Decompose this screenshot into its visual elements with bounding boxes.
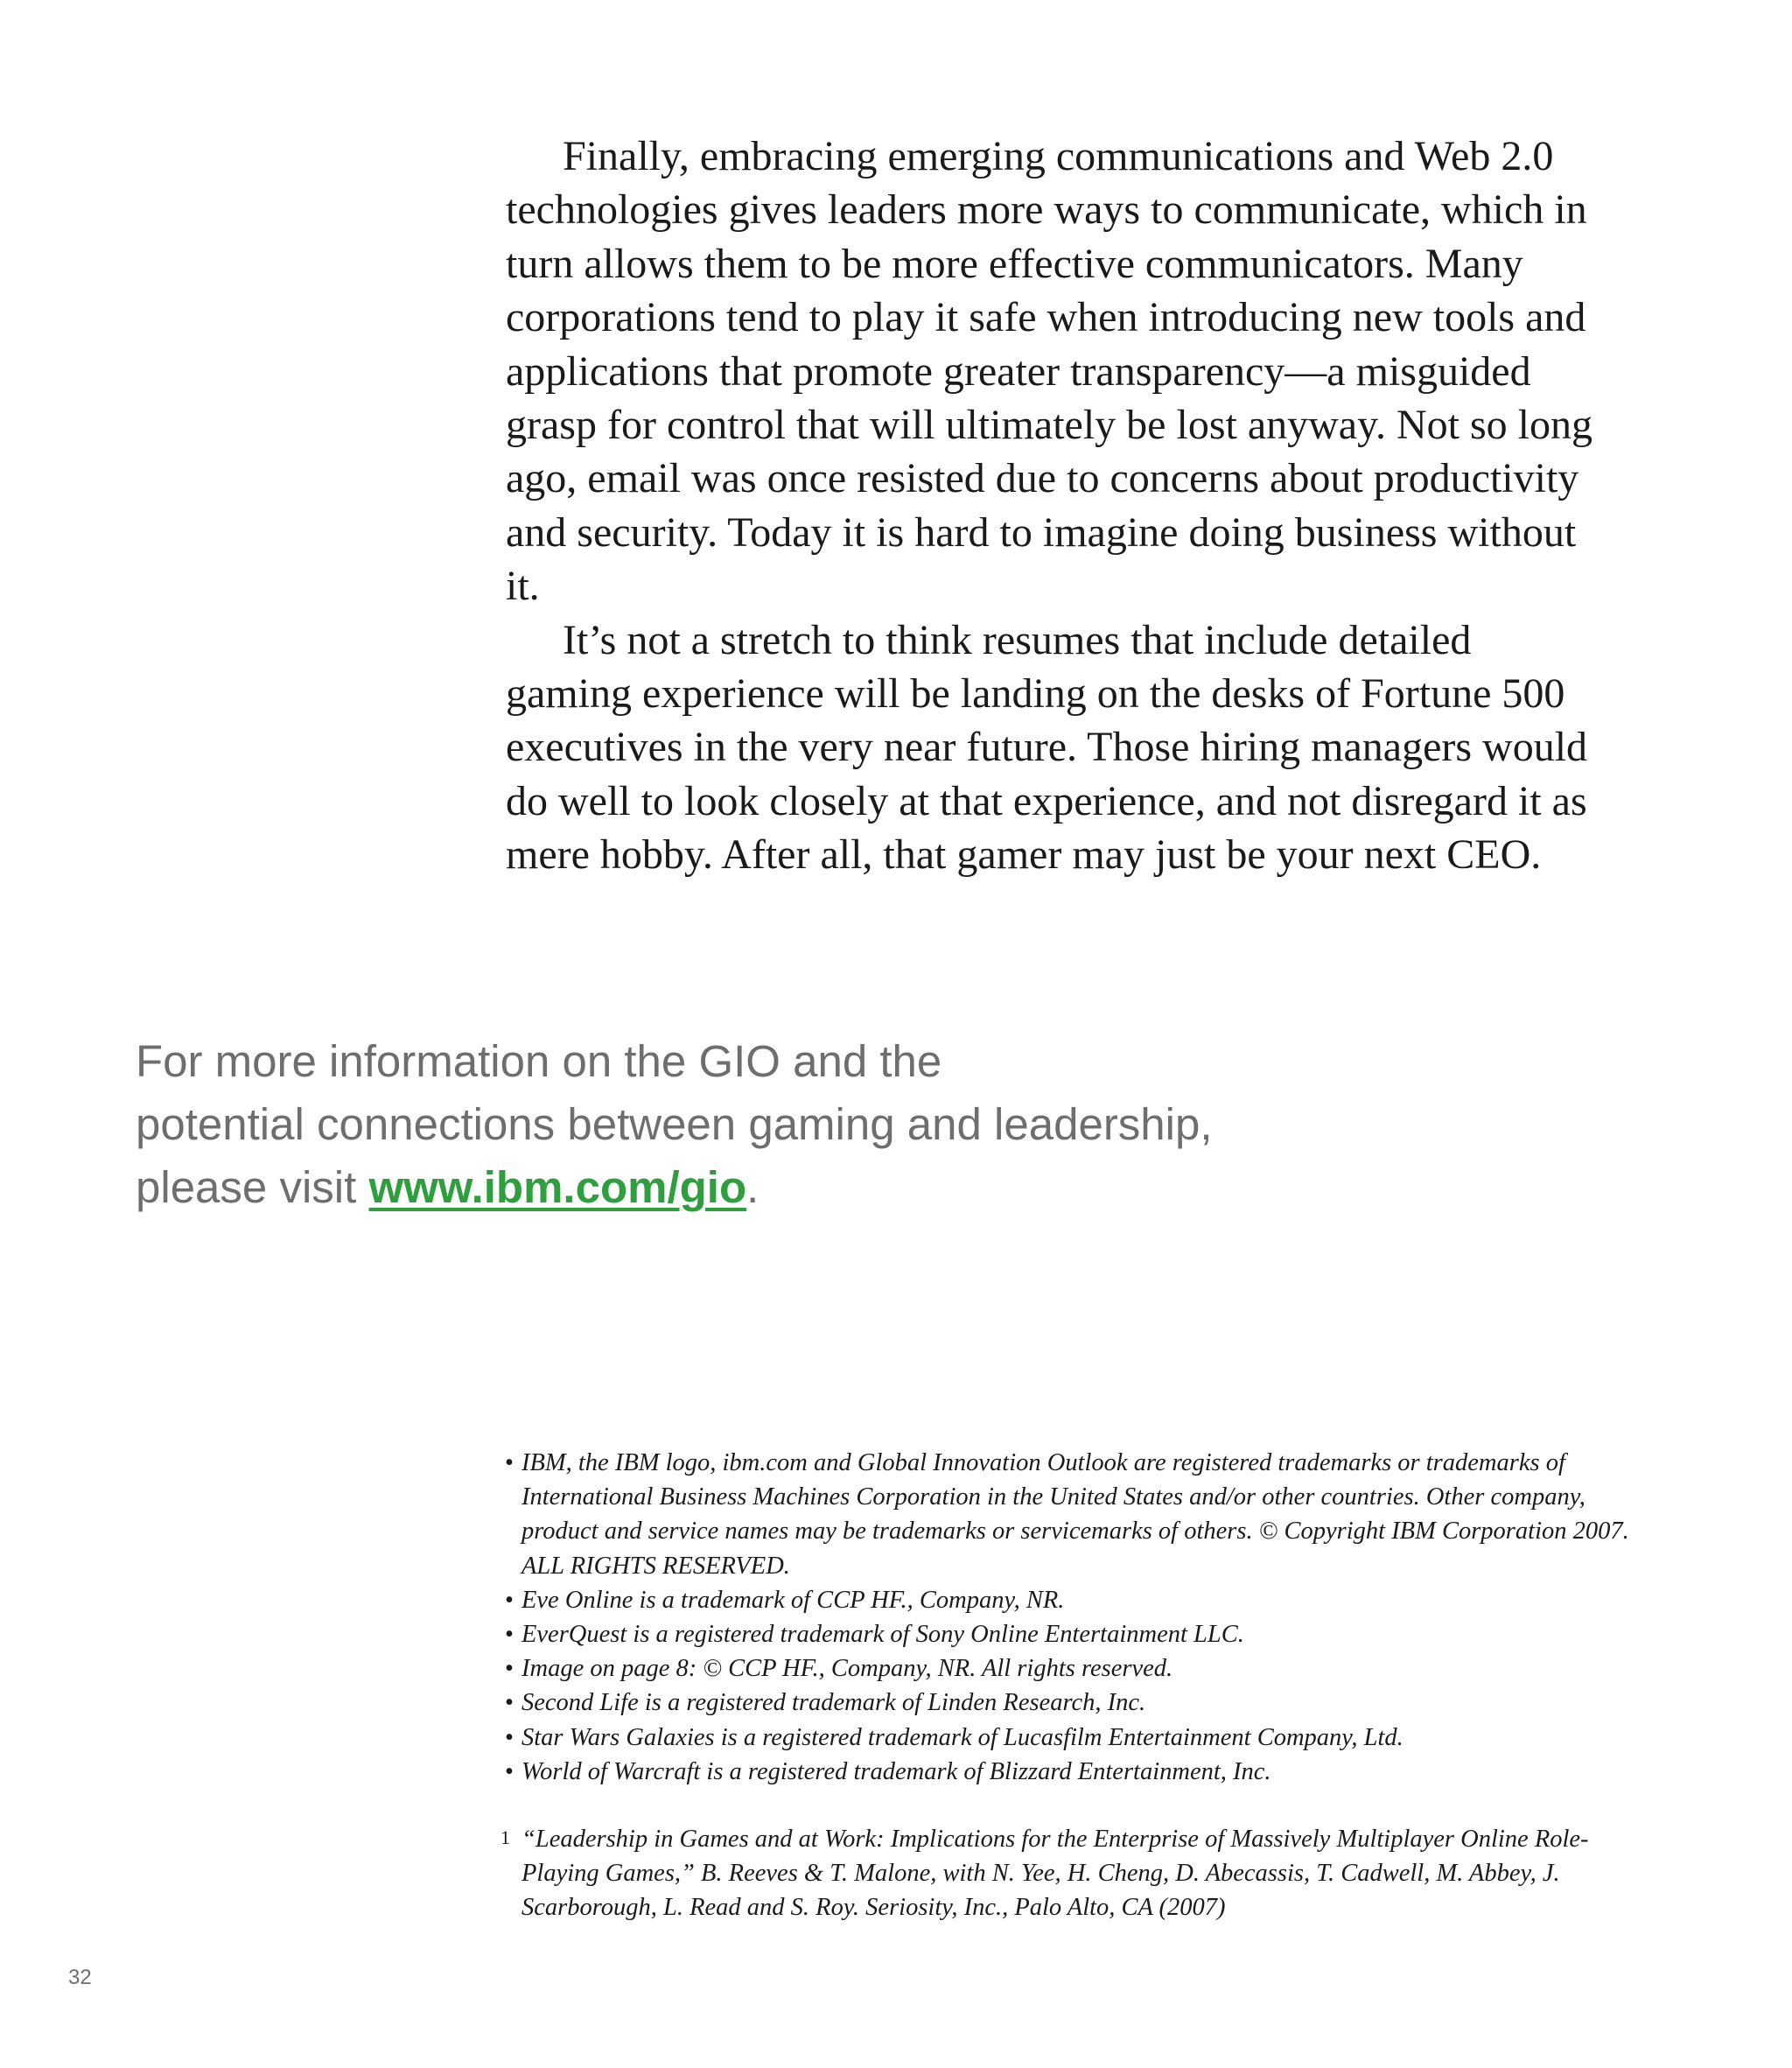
body-paragraph: It’s not a stretch to think resumes that include detailed gaming experience will be landing on the desks of Fortune 500 executives in the very near future. Those hiring managers would do well to look closely at that experience, and not disregard it as mere hobby. After all, that gamer may just be your next CEO. — [506, 616, 1588, 879]
callout-line-prefix: please visit — [136, 1162, 369, 1212]
trademark-item — [500, 1583, 1664, 1617]
bullet-icon: • — [505, 1621, 514, 1649]
trademark-item — [500, 1617, 1664, 1651]
bullet-icon: • — [505, 1655, 514, 1683]
callout-line — [136, 1156, 1536, 1219]
trademark-text: World of Warcraft is a registered trademark of Blizzard Entertainment, Inc. — [522, 1757, 1271, 1785]
trademark-item — [500, 1755, 1664, 1789]
trademark-text: Star Wars Galaxies is a registered trademark of Lucasfilm Entertainment Company, Ltd. — [522, 1723, 1404, 1751]
callout-line-suffix: . — [746, 1162, 760, 1212]
body-text — [506, 130, 1600, 882]
trademark-item — [500, 1721, 1664, 1755]
trademark-text: EverQuest is a registered trademark of Sony Online Entertainment LLC. — [522, 1621, 1244, 1649]
trademark-text: IBM, the IBM logo, ibm.com and Global Innovation Outlook are registered trademarks or trademarks of International Business Machines Corporation in the United States and/or other countries. Other company, product and service names may be trademarks or servicemarks of others. © Copyright IBM Corporation 2007. ALL RIGHTS RESERVED. — [522, 1449, 1629, 1580]
page-number: 32 — [68, 1966, 92, 1989]
callout-line: potential connections between gaming and leadership, — [136, 1099, 1213, 1149]
more-info-callout — [136, 1030, 1536, 1219]
trademark-list — [500, 1446, 1664, 1789]
bullet-icon: • — [505, 1757, 514, 1785]
body-paragraph: Finally, embracing emerging communications and Web 2.0 technologies gives leaders more ways to communicate, which in turn allows them to be more effective communicators. Many corporations tend to play it safe when introducing new tools and applications that promote greater transparency—a misguided grasp for control that will ultimately be lost anyway. Not so long ago, email was once resisted due to concerns about productivity and security. Today it is hard to imagine doing business without it. — [506, 133, 1592, 610]
legal-notes — [500, 1446, 1664, 1925]
trademark-item — [500, 1651, 1664, 1686]
callout-line: For more information on the GIO and the — [136, 1036, 942, 1086]
gio-website-link[interactable]: www.ibm.com/gio — [368, 1162, 747, 1212]
trademark-item — [500, 1446, 1664, 1583]
bullet-icon: • — [505, 1586, 514, 1614]
bullet-icon: • — [505, 1723, 514, 1751]
trademark-item — [500, 1686, 1664, 1720]
bullet-icon: • — [505, 1689, 514, 1717]
trademark-text: Eve Online is a trademark of CCP HF., Company, NR. — [522, 1586, 1065, 1614]
footnote-text: “Leadership in Games and at Work: Implications for the Enterprise of Massively Multiplayer Online Role-Playing Games,” B. Reeves & T. Malone, with N. Yee, H. Cheng, D. Abecassis, T. Cadwell, M. Abbey, J. Scarborough, L. Read and S. Roy. Seriosity, Inc., Palo Alto, CA (2007) — [522, 1826, 1589, 1922]
footnote-number: 1 — [500, 1826, 510, 1849]
footnote — [500, 1822, 1664, 1925]
trademark-text: Second Life is a registered trademark of Linden Research, Inc. — [522, 1689, 1146, 1717]
bullet-icon: • — [505, 1449, 514, 1476]
trademark-text: Image on page 8: © CCP HF., Company, NR. All rights reserved. — [522, 1655, 1173, 1683]
